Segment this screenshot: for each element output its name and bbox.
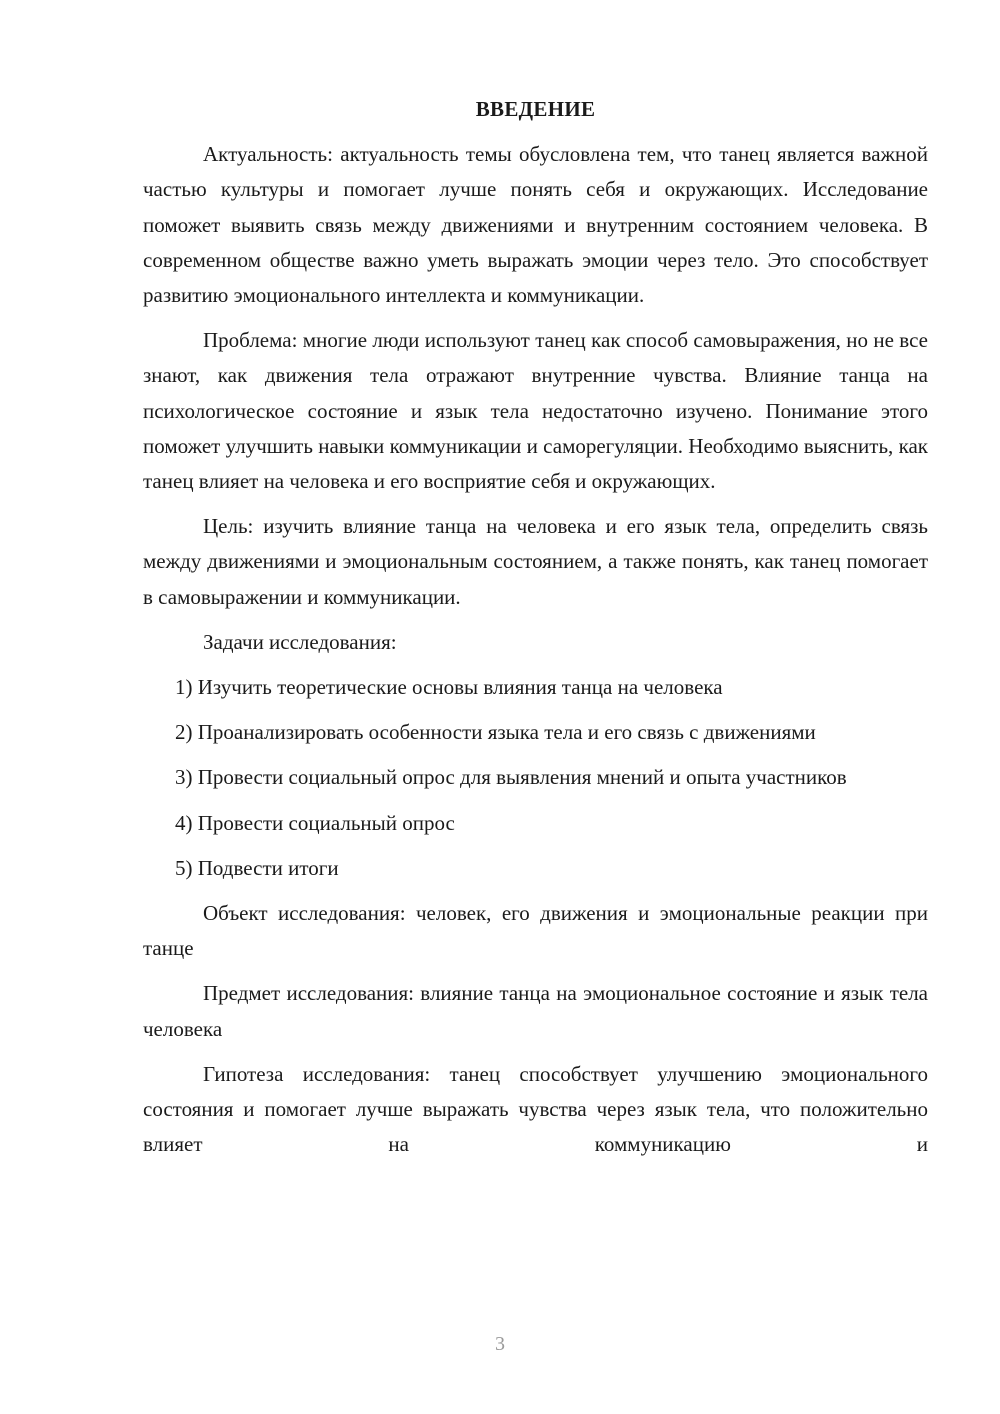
task-item-2: 2) Проанализировать особенности языка тела и его связь с движениями [175, 720, 816, 745]
page-content [143, 92, 928, 1172]
page-number: 3 [495, 1333, 505, 1355]
subject-paragraph: Предмет исследования: влияние танца на эмоциональное состояние и язык тела человека [143, 981, 928, 1041]
task-item-5: 5) Подвести итоги [175, 855, 339, 880]
task-item-3: 3) Провести социальный опрос для выявления мнений и опыта участников [175, 765, 847, 790]
goal-paragraph: Цель: изучить влияние танца на человека и его язык тела, определить связь между движениями и эмоциональным состоянием, а также понять, как танец помогает в самовыражении и коммуникации. [143, 514, 928, 609]
section-heading: ВВЕДЕНИЕ [475, 97, 596, 121]
object-paragraph: Объект исследования: человек, его движения и эмоциональные реакции при танце [143, 901, 928, 961]
tasks-title: Задачи исследования: [203, 629, 397, 654]
task-item-4: 4) Провести социальный опрос [175, 810, 455, 835]
task-item-1: 1) Изучить теоретические основы влияния танца на человека [175, 675, 723, 700]
relevance-paragraph: Актуальность: актуальность темы обусловлена тем, что танец является важной частью культуры и помогает лучше понять себя и окружающих. Исследование поможет выявить связь между движениями и внутренним состоянием человека. В современном обществе важно уметь выражать эмоции через тело. Это способствует развитию эмоционального интеллекта и коммуникации. [143, 142, 928, 308]
hypothesis-paragraph: Гипотеза исследования: танец способствует улучшению эмоционального состояния и помогает лучше выражать чувства через язык тела, что положительно влияет на коммуникацию и [143, 1061, 928, 1157]
problem-paragraph: Проблема: многие люди используют танец как способ самовыражения, но не все знают, как движения тела отражают внутренние чувства. Влияние танца на психологическое состояние и язык тела недостаточно изучено. Понимание этого поможет улучшить навыки коммуникации и саморегуляции. Необходимо выяснить, как танец влияет на человека и его восприятие себя и окружающих. [143, 328, 928, 494]
